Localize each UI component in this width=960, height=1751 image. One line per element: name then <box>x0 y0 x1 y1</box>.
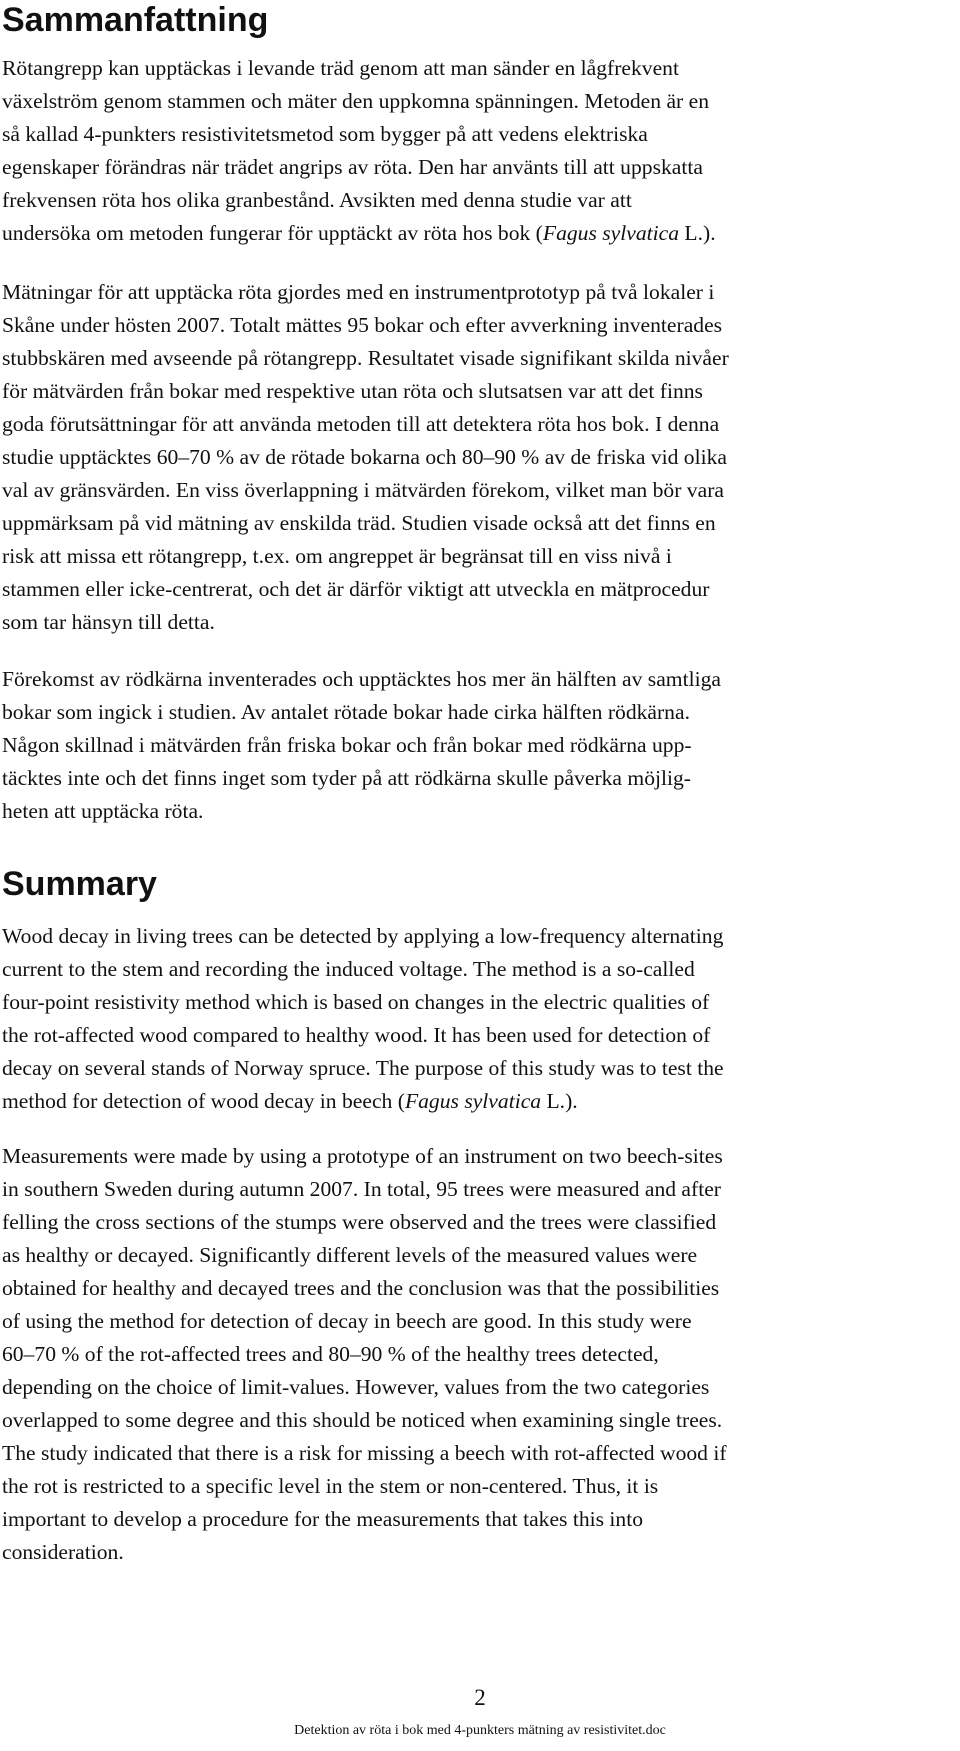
text-line: felling the cross sections of the stumps were observed and the trees were classified <box>2 1210 717 1234</box>
paragraph-en-1 <box>2 920 952 1118</box>
text-line: current to the stem and recording the induced voltage. The method is a so-called <box>2 957 695 981</box>
text-line: Wood decay in living trees can be detected by applying a low-frequency alternating <box>2 924 724 948</box>
text-line: täcktes inte och det finns inget som tyder på att rödkärna skulle påverka möjlig- <box>2 766 691 790</box>
text-line: four-point resistivity method which is based on changes in the electric qualities of <box>2 990 710 1014</box>
text-line: The study indicated that there is a risk for missing a beech with rot-affected wood if <box>2 1441 727 1465</box>
text-fragment: method for detection of wood decay in beech ( <box>2 1089 405 1113</box>
text-line: decay on several stands of Norway spruce. The purpose of this study was to test the <box>2 1056 724 1080</box>
text-line: of using the method for detection of decay in beech are good. In this study were <box>2 1309 692 1333</box>
species-name: Fagus sylvatica <box>404 1089 542 1113</box>
text-line: Mätningar för att upptäcka röta gjordes med en instrumentprototyp på två lokaler i <box>2 280 715 304</box>
text-fragment: L.). <box>679 221 716 245</box>
heading-summary: Summary <box>2 865 157 903</box>
text-line: the rot-affected wood compared to healthy wood. It has been used for detection of <box>2 1023 711 1047</box>
paragraph-sv-2 <box>2 276 952 639</box>
text-line <box>2 1085 952 1118</box>
text-line: för mätvärden från bokar med respektive utan röta och slutsatsen var att det finns <box>2 379 703 403</box>
text-line: växelström genom stammen och mäter den uppkomna spänningen. Metoden är en <box>2 89 710 113</box>
text-line: the rot is restricted to a specific level in the stem or non-centered. Thus, it is <box>2 1474 659 1498</box>
text-line: val av gränsvärden. En viss överlappning i mätvärden förekom, vilket man bör vara <box>2 478 724 502</box>
text-fragment: L.). <box>541 1089 578 1113</box>
text-line: as healthy or decayed. Significantly different levels of the measured values were <box>2 1243 698 1267</box>
text-line: 60–70 % of the rot-affected trees and 80–90 % of the healthy trees detected, <box>2 1342 659 1366</box>
page-number: 2 <box>474 1685 486 1710</box>
text-line <box>2 217 952 250</box>
text-line: stammen eller icke-centrerat, och det är därför viktigt att utveckla en mätprocedur <box>2 577 710 601</box>
text-line: uppmärksam på vid mätning av enskilda träd. Studien visade också att det finns en <box>2 511 716 535</box>
text-line: studie upptäcktes 60–70 % av de rötade bokarna och 80–90 % av de friska vid olika <box>2 445 727 469</box>
text-line: overlapped to some degree and this should be noticed when examining single trees. <box>2 1408 723 1432</box>
text-line: in southern Sweden during autumn 2007. In total, 95 trees were measured and after <box>2 1177 721 1201</box>
text-line: Någon skillnad i mätvärden från friska bokar och från bokar med rödkärna upp- <box>2 733 692 757</box>
text-line: egenskaper förändras när trädet angrips av röta. Den har använts till att uppskatta <box>2 155 703 179</box>
species-name: Fagus sylvatica <box>542 221 680 245</box>
text-line: Measurements were made by using a prototype of an instrument on two beech-sites <box>2 1144 723 1168</box>
text-line: så kallad 4-punkters resistivitetsmetod som bygger på att vedens elektriska <box>2 122 648 146</box>
text-line: Förekomst av rödkärna inventerades och upptäcktes hos mer än hälften av samtliga <box>2 667 721 691</box>
text-line: goda förutsättningar för att använda metoden till att detektera röta hos bok. I denna <box>2 412 720 436</box>
text-line: important to develop a procedure for the measurements that takes this into <box>2 1507 644 1531</box>
text-line: risk att missa ett rötangrepp, t.ex. om angreppet är begränsat till en viss nivå i <box>2 544 672 568</box>
text-line: consideration. <box>2 1540 124 1564</box>
text-line: heten att upptäcka röta. <box>2 799 204 823</box>
text-line: Skåne under hösten 2007. Totalt mättes 95 bokar och efter avverkning inventerades <box>2 313 723 337</box>
paragraph-sv-1 <box>2 52 952 250</box>
heading-sammanfattning: Sammanfattning <box>2 1 269 39</box>
paragraph-en-2 <box>2 1140 952 1569</box>
text-line: som tar hänsyn till detta. <box>2 610 215 634</box>
text-line: obtained for healthy and decayed trees and the conclusion was that the possibilities <box>2 1276 720 1300</box>
text-line: frekvensen röta hos olika granbestånd. Avsikten med denna studie var att <box>2 188 632 212</box>
text-fragment: undersöka om metoden fungerar för upptäckt av röta hos bok ( <box>2 221 543 245</box>
text-line: bokar som ingick i studien. Av antalet rötade bokar hade cirka hälften rödkärna. <box>2 700 690 724</box>
text-line: stubbskären med avseende på rötangrepp. Resultatet visade signifikant skilda nivåer <box>2 346 729 370</box>
paragraph-sv-3 <box>2 663 952 828</box>
text-line: depending on the choice of limit-values. However, values from the two categories <box>2 1375 710 1399</box>
page-footer: Detektion av röta i bok med 4-punkters mätning av resistivitet.doc <box>294 1723 666 1738</box>
text-line: Rötangrepp kan upptäckas i levande träd genom att man sänder en lågfrekvent <box>2 56 679 80</box>
